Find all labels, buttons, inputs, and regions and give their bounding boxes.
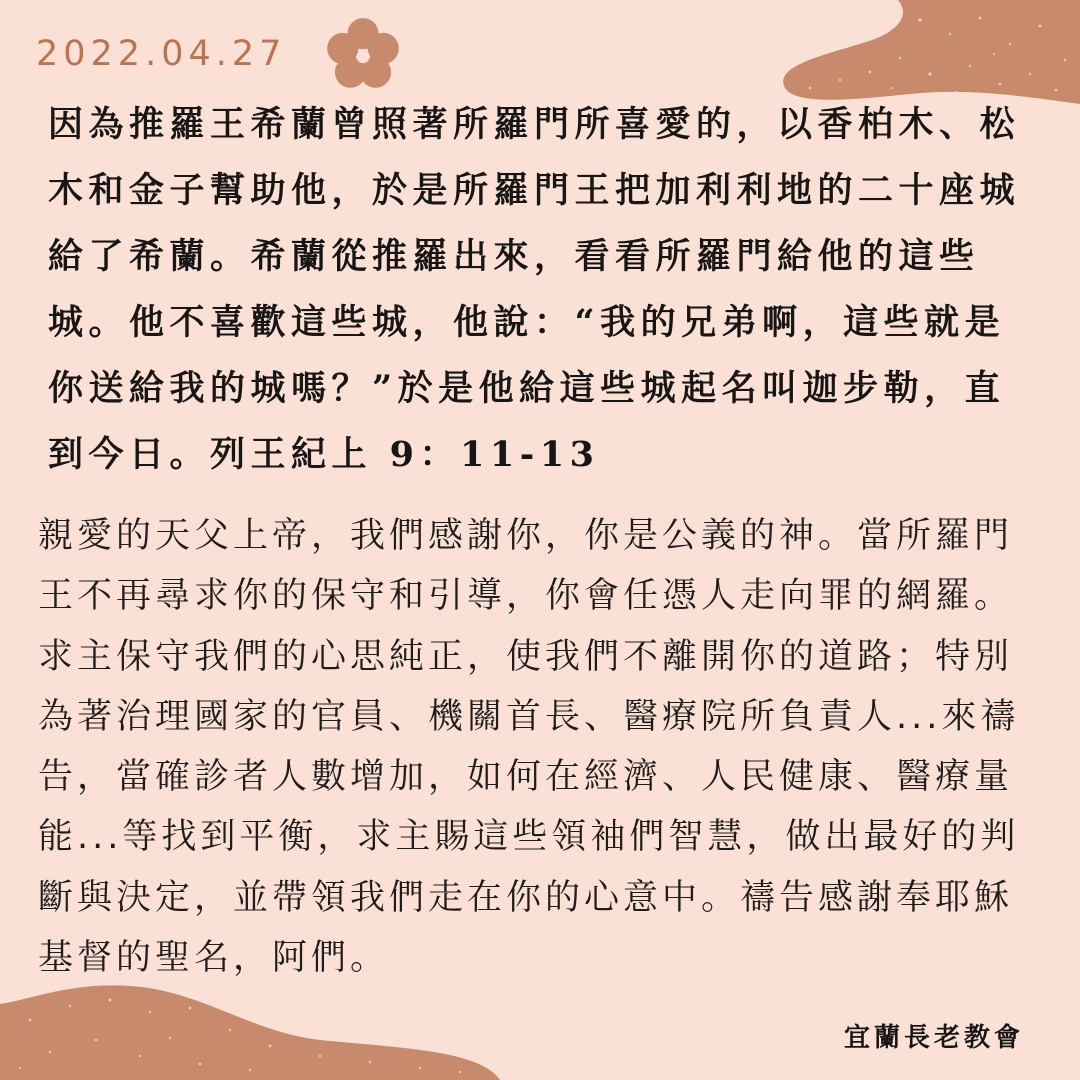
flower-icon [322, 14, 404, 96]
scripture-passage: 因為推羅王希蘭曾照著所羅門所喜愛的，以香柏木、松木和金子幫助他，於是所羅門王把加利利地的二十座城給了希蘭。希蘭從推羅出來，看看所羅門給他的這些城。他不喜歡這些城，他說：“我的兄弟啊，這些就是你送給我的城嗎？”於是他給這些城起名叫迦步勒，直到今日。列王紀上 9：11-13 [48, 104, 1021, 475]
prayer-text: 親愛的天父上帝，我們感謝你，你是公義的神。當所羅門王不再尋求你的保守和引導，你會任憑人走向罪的網羅。求主保守我們的心思純正，使我們不離開你的道路；特別為著治理國家的官員、機關首長、醫療院所負責人...來禱告，當確診者人數增加，如何在經濟、人民健康、醫療量能...等找到平衡，求主賜這些領袖們智慧，做出最好的判斷與決定，並帶領我們走在你的心意中。禱告感謝奉耶穌基督的聖名，阿們。 [38, 516, 1020, 979]
church-signature: 宜蘭長老教會 [843, 1023, 1024, 1053]
post-date: 2022.04.27 [36, 34, 287, 74]
